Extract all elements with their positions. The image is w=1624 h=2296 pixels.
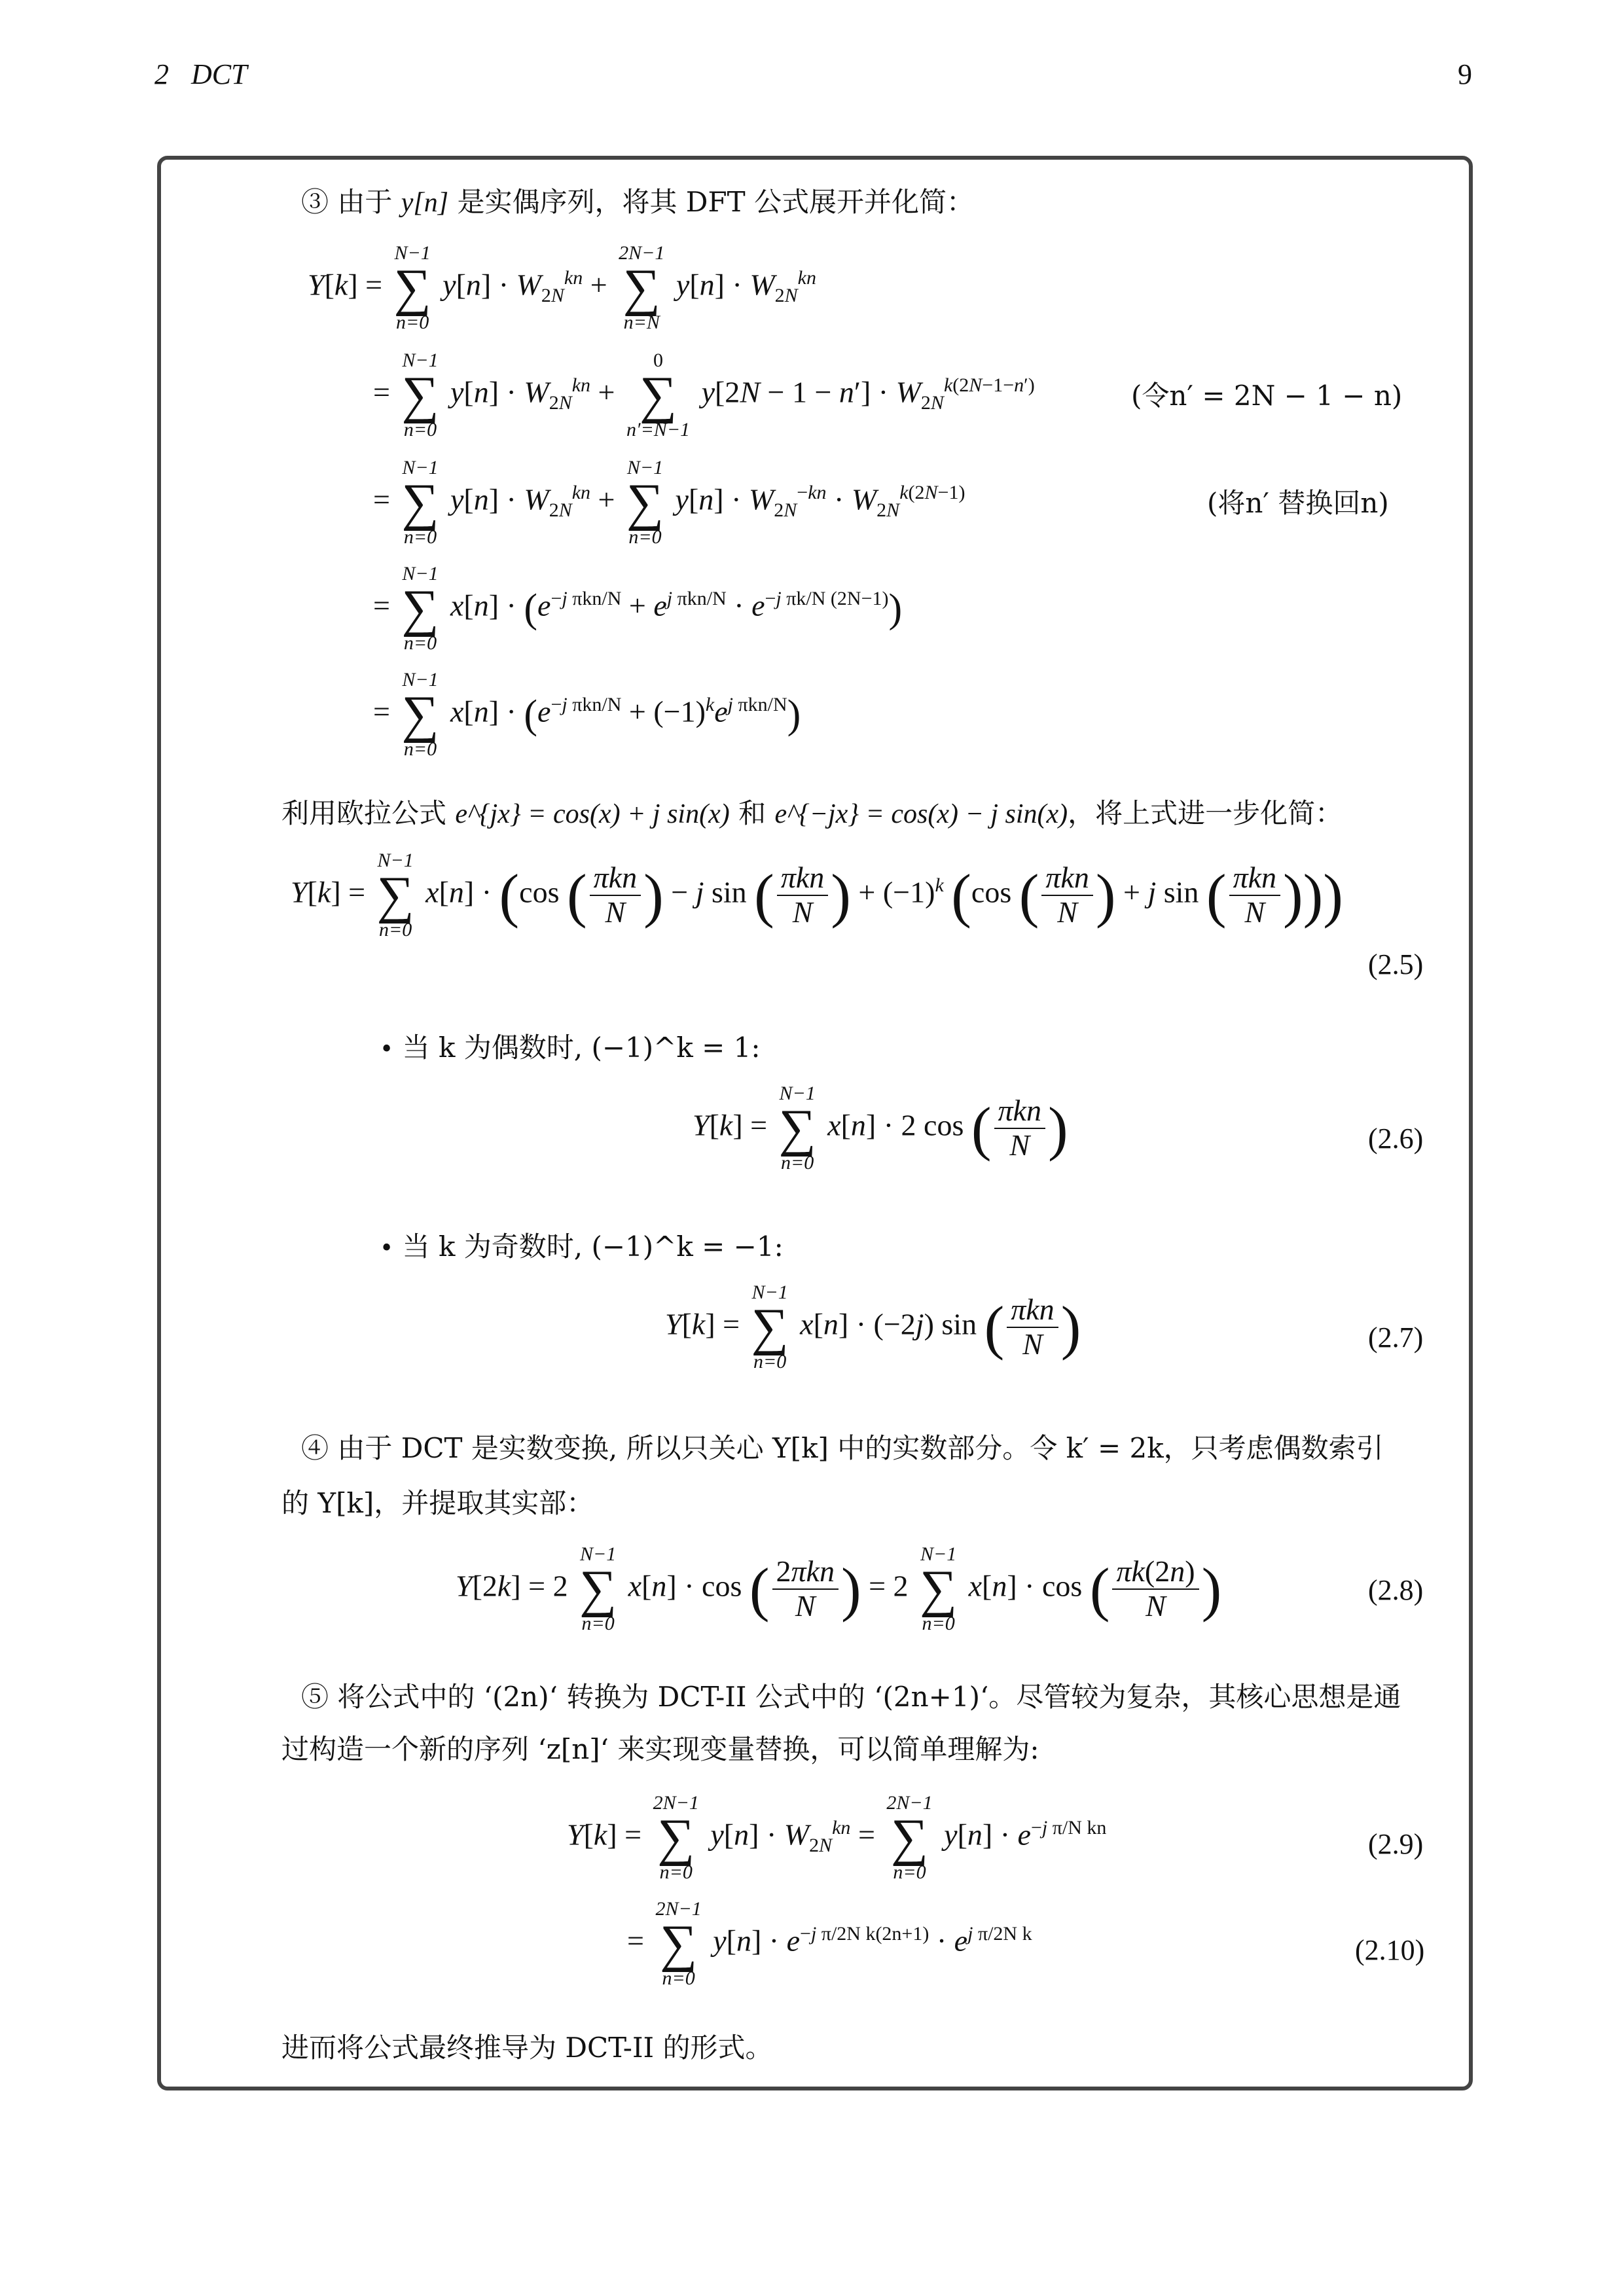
even-case-text: 当 k 为偶数时, (−1)^k = 1:: [402, 1031, 761, 1064]
eq-main-line-2: = N−1 ∑ n=0 $y[n] \cdot W_{2N}^{kn}$ + 0 ∑ n′=N−1 $y[2N - 1 - n'] \cdot W_{2N}^{k(2N-1-n')}$: [373, 350, 1035, 440]
eq-main-line-5: = N−1 ∑ n=0 $x[n] \cdot (e^{-j \pi kn/N} + (-1)^ke^{j \pi kn/N})$: [373, 669, 801, 760]
bullet-icon: •: [380, 1235, 394, 1262]
step4-line-2: 的 Y[k]，并提取其实部：: [281, 1487, 594, 1519]
eq-main-line-4: = N−1 ∑ n=0 $x[n] \cdot (e^{-j \pi kn/N} + e^{j \pi kn/N} \cdot e^{-j \pi k/N (2N-1)})$: [373, 563, 903, 654]
equation-number-2-7: (2.7): [1368, 1321, 1424, 1354]
step4-line-1: [301, 1427, 1384, 1466]
equation-number-2-5: (2.5): [1368, 948, 1424, 980]
running-head: [154, 58, 247, 91]
euler-text-a: 利用欧拉公式: [281, 797, 447, 829]
equation-2-5: Y[k] = N−1 ∑ n=0 x[n] · (cos ( $\frac{\text{πkn}}{N}$ ) − j sin ( $\frac{\text{πkn}}{N}$ ) + $(-1)^k$ (cos ( $\frac{\text{πkn}}{N}$ ) + j sin ( $\frac{\text{πkn}}{N}$ ))): [291, 850, 1343, 941]
step5-line-2: 过构造一个新的序列 ‘z[n]‘ 来实现变量替换，可以简单理解为:: [281, 1733, 1039, 1765]
equation-number-2-10: (2.10): [1355, 1934, 1425, 1966]
page-number: 9: [1458, 58, 1472, 90]
equation-2-8: Y[2k] = 2 N−1 ∑ n=0 x[n] · cos ( $\frac{\text{2πkn}}{N}$ ) = 2 N−1 ∑ n=0 x[n] · cos ( $\frac{\pi k(2n)}{N}$ ): [456, 1543, 1222, 1634]
even-case-bullet: [380, 1026, 761, 1066]
euler-text-b: ，将上式进一步化简：: [1068, 797, 1343, 829]
euler-and: 和: [738, 797, 767, 829]
equation-number-2-9: (2.9): [1368, 1828, 1424, 1860]
note-replace-back: (将n′ 替换回n): [1207, 487, 1389, 519]
equation-2-6: Y[k] = N−1 ∑ n=0 x[n] · 2 cos ( $\frac{\text{πkn}}{N}$ ): [693, 1083, 1068, 1174]
equation-number-2-8: (2.8): [1368, 1574, 1424, 1606]
step3-text-b: 是实偶序列，将其 DFT 公式展开并化简：: [457, 186, 974, 218]
euler-formula-a: e^{jx} = cos(x) + j sin(x): [455, 799, 730, 829]
equation-2-7: Y[k] = N−1 ∑ n=0 x[n] · (−2j) sin ( $\frac{\text{πkn}}{N}$ ): [665, 1282, 1081, 1372]
chapter-number: 2: [154, 58, 169, 90]
eq-main-line-3: = N−1 ∑ n=0 $y[n] \cdot W_{2N}^{kn}$ + N−1 ∑ n=0 $y[n] \cdot W_{2N}^{-kn} \cdot W_{2N}^{k(2N-1)}$: [373, 457, 965, 548]
step3-text-a: 由于: [337, 186, 393, 218]
odd-case-bullet: [380, 1225, 784, 1265]
step5-line-1: [301, 1676, 1401, 1715]
step4-text-1: 由于 DCT 是实数变换, 所以只关心 Y[k] 中的实数部分。令 k′ = 2k，只考虑偶数索引: [337, 1432, 1384, 1464]
step5-marker: ⑤: [301, 1681, 329, 1713]
step3-var: y[n]: [401, 188, 449, 218]
bullet-icon: •: [380, 1036, 394, 1063]
equation-number-2-6: (2.6): [1368, 1122, 1424, 1155]
step5-text-1: 将公式中的 ‘(2n)‘ 转换为 DCT-II 公式中的 ‘(2n+1)‘。尽管较为复杂，其核心思想是通: [337, 1681, 1401, 1713]
note-substitution: (令n′ = 2N − 1 − n): [1131, 380, 1403, 412]
step3-intro: [301, 181, 974, 220]
equation-2-9: Y[k] = 2N−1 ∑ n=0 $y[n] \cdot W_{2N}^{kn}$ = 2N−1 ∑ n=0 $y[n] \cdot e^{-j \pi/N kn}$: [567, 1792, 1107, 1883]
euler-sentence: [281, 792, 1343, 831]
conclusion: 进而将公式最终推导为 DCT-II 的形式。: [281, 2032, 773, 2064]
eq-main-line-1: Y[k] = N−1 ∑ n=0 $y[n] \cdot W_{2N}^{kn}$ + 2N−1 ∑ n=N $y[n] \cdot W_{2N}^{kn}$: [308, 242, 816, 333]
step3-marker: ③: [301, 186, 329, 218]
odd-case-text: 当 k 为奇数时, (−1)^k = −1:: [402, 1230, 784, 1263]
step4-marker: ④: [301, 1432, 329, 1464]
chapter-title: DCT: [191, 58, 247, 90]
equation-2-10: = 2N−1 ∑ n=0 $y[n] \cdot e^{-j \pi/2N k(2n+1)} \cdot e^{j \pi/2N k}$: [627, 1898, 1032, 1989]
euler-formula-b: e^{−jx} = cos(x) − j sin(x): [774, 799, 1068, 829]
